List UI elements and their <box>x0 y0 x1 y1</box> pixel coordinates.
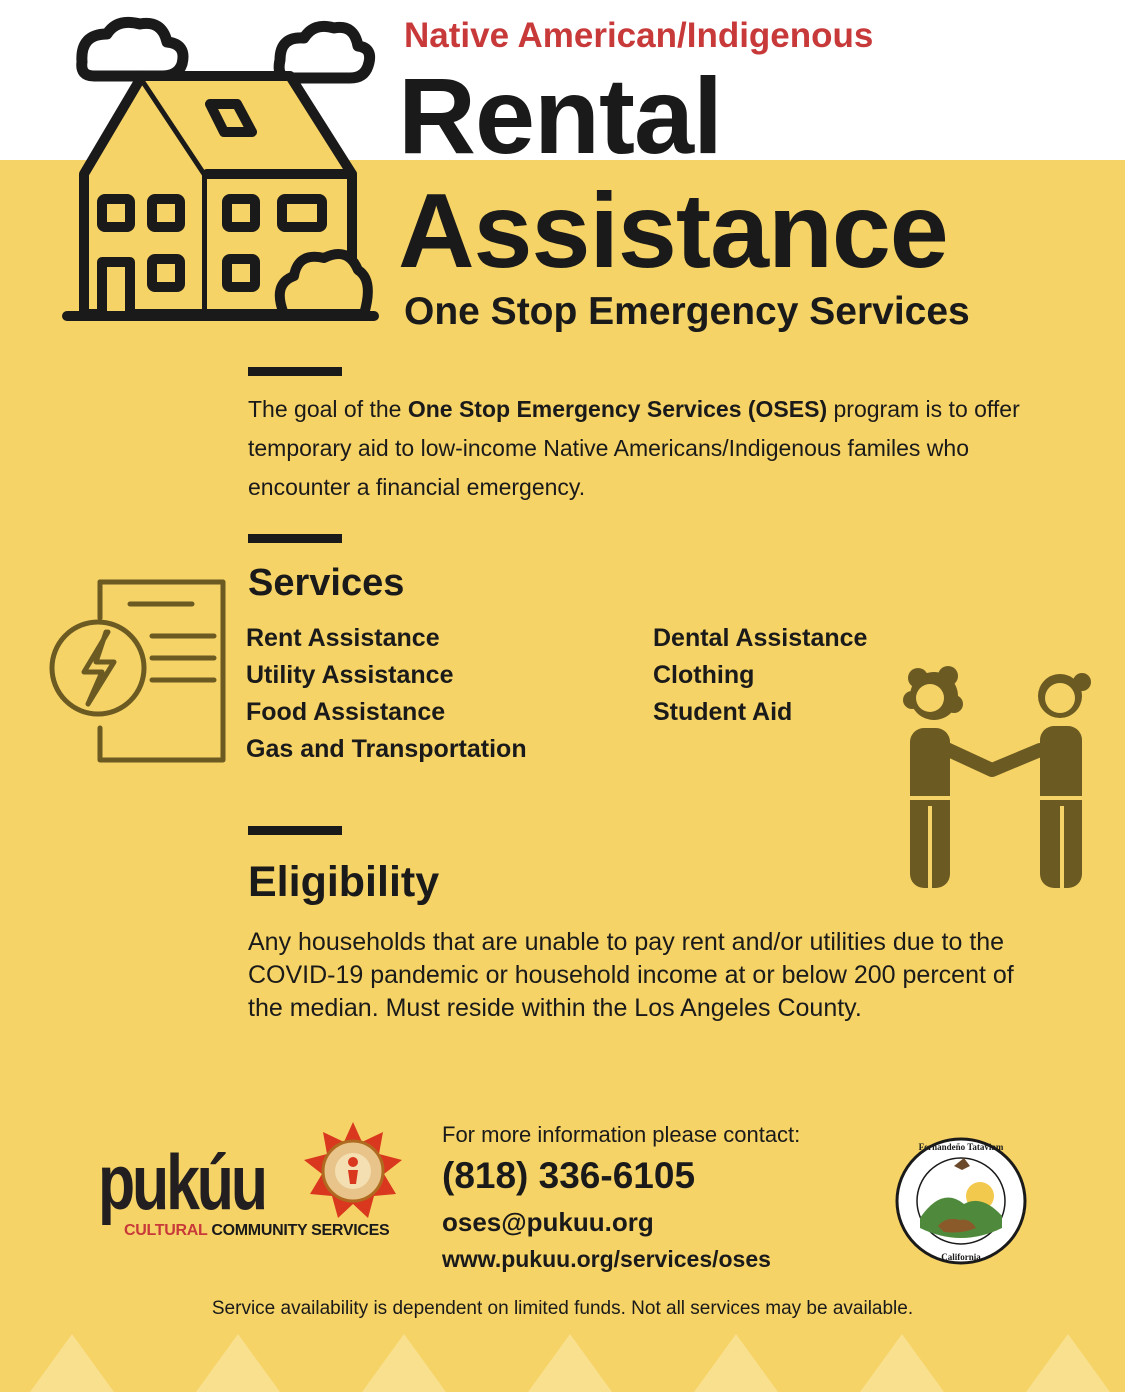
contact-website-link[interactable]: www.pukuu.org/services/oses <box>442 1246 771 1272</box>
disclaimer: Service availability is dependent on limited funds. Not all services may be available. <box>211 1298 914 1319</box>
service-item: Utility Assistance <box>246 661 454 689</box>
contact-email-link[interactable]: oses@pukuu.org <box>442 1207 654 1237</box>
handshake-people-icon <box>900 666 1100 896</box>
pukuu-logo-wordmark: pukúu <box>98 1138 265 1226</box>
svg-text:Fernandeño Tataviam: Fernandeño Tataviam <box>918 1142 1004 1152</box>
pukuu-sun-emblem-icon <box>304 1122 402 1220</box>
house-icon <box>62 14 382 326</box>
divider <box>248 534 342 543</box>
service-item: Dental Assistance <box>653 624 868 652</box>
tribal-seal-logo <box>894 1136 1028 1266</box>
service-item: Food Assistance <box>246 698 446 726</box>
utility-bill-icon <box>48 578 230 768</box>
contact-phone-link[interactable]: (818) 336-6105 <box>442 1155 696 1196</box>
services-heading: Services <box>248 562 405 604</box>
pukuu-logo-tagline: CULTURAL COMMUNITY SERVICES <box>124 1222 390 1239</box>
service-item: Gas and Transportation <box>246 735 527 763</box>
service-item: Student Aid <box>653 698 793 726</box>
intro-paragraph: The goal of the One Stop Emergency Services (OSES) program is to offer temporary aid to low-income Native Americans/Indigenous familes who encounter a financial emergency. <box>248 396 1020 500</box>
divider <box>248 367 342 376</box>
title-rental: Rental <box>398 55 723 176</box>
eligibility-heading: Eligibility <box>248 858 440 906</box>
eyebrow-title: Native American/Indigenous <box>404 16 874 55</box>
eligibility-body: Any households that are unable to pay rent and/or utilities due to the COVID-19 pandemic or household income at or below 200 percent of the median. Must reside within the Los Angeles County. <box>248 928 1014 1022</box>
subtitle: One Stop Emergency Services <box>404 290 970 333</box>
service-item: Rent Assistance <box>246 624 440 652</box>
contact-label: For more information please contact: <box>442 1122 801 1147</box>
divider <box>248 826 342 835</box>
triangle-pattern-decoration <box>0 1334 1125 1392</box>
title-assistance: Assistance <box>398 172 948 290</box>
service-item: Clothing <box>653 661 755 689</box>
svg-text:California: California <box>941 1252 981 1262</box>
